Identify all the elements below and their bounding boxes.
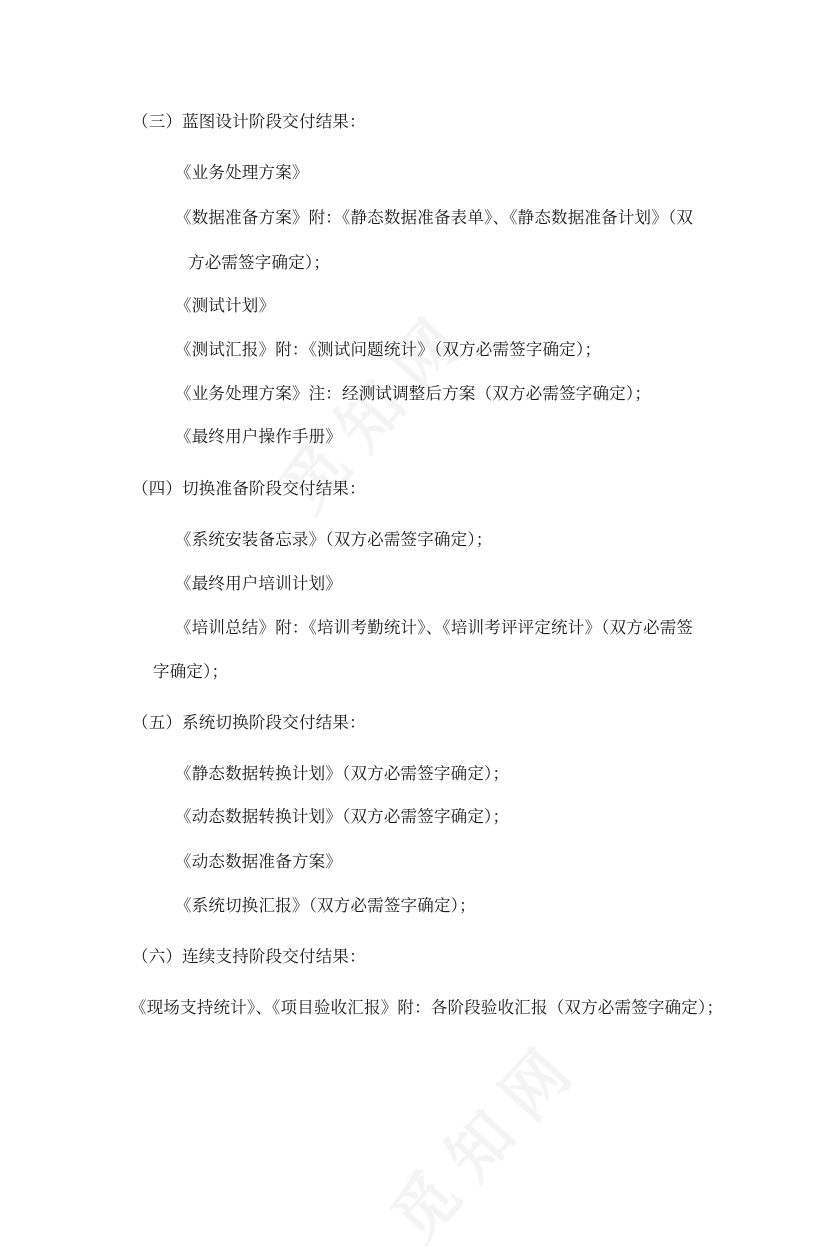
deliverable-item: 《动态数据准备方案》 xyxy=(175,852,342,871)
deliverable-item: 《业务处理方案》 xyxy=(175,163,309,182)
deliverable-item: 《静态数据转换计划》（双方必需签字确定）； xyxy=(175,764,510,783)
deliverable-item: 《现场支持统计》、《项目验收汇报》附：各阶段验收汇报（双方必需签字确定）； xyxy=(130,998,724,1017)
section-heading: （三）蓝图设计阶段交付结果： xyxy=(132,112,366,131)
deliverable-item-continued: 字确定）； xyxy=(153,662,229,681)
section-heading: （四）切换准备阶段交付结果： xyxy=(132,479,366,498)
deliverable-item: 《最终用户培训计划》 xyxy=(175,574,342,593)
deliverable-item: 《培训总结》附：《培训考勤统计》、《培训考评评定统计》（双方必需签 xyxy=(175,618,694,637)
deliverable-item: 《数据准备方案》附：《静态数据准备表单》、《静态数据准备计划》（双 xyxy=(175,208,694,227)
section-heading: （六）连续支持阶段交付结果： xyxy=(132,947,366,966)
deliverable-item: 《最终用户操作手册》 xyxy=(175,427,342,446)
deliverable-item: 《测试汇报》附：《测试问题统计》（双方必需签字确定）； xyxy=(175,340,602,359)
deliverable-item: 《业务处理方案》注：经测试调整后方案（双方必需签字确定）； xyxy=(175,384,652,403)
deliverable-item-continued: 方必需签字确定）； xyxy=(188,253,331,272)
section-heading: （五）系统切换阶段交付结果： xyxy=(132,713,366,732)
deliverable-item: 《系统安装备忘录》（双方必需签字确定）； xyxy=(175,530,493,549)
deliverable-item: 《动态数据转换计划》（双方必需签字确定）； xyxy=(175,807,510,826)
deliverable-item: 《系统切换汇报》（双方必需签字确定）； xyxy=(175,896,476,915)
deliverable-item: 《测试计划》 xyxy=(175,296,276,315)
watermark xyxy=(367,1014,600,1258)
